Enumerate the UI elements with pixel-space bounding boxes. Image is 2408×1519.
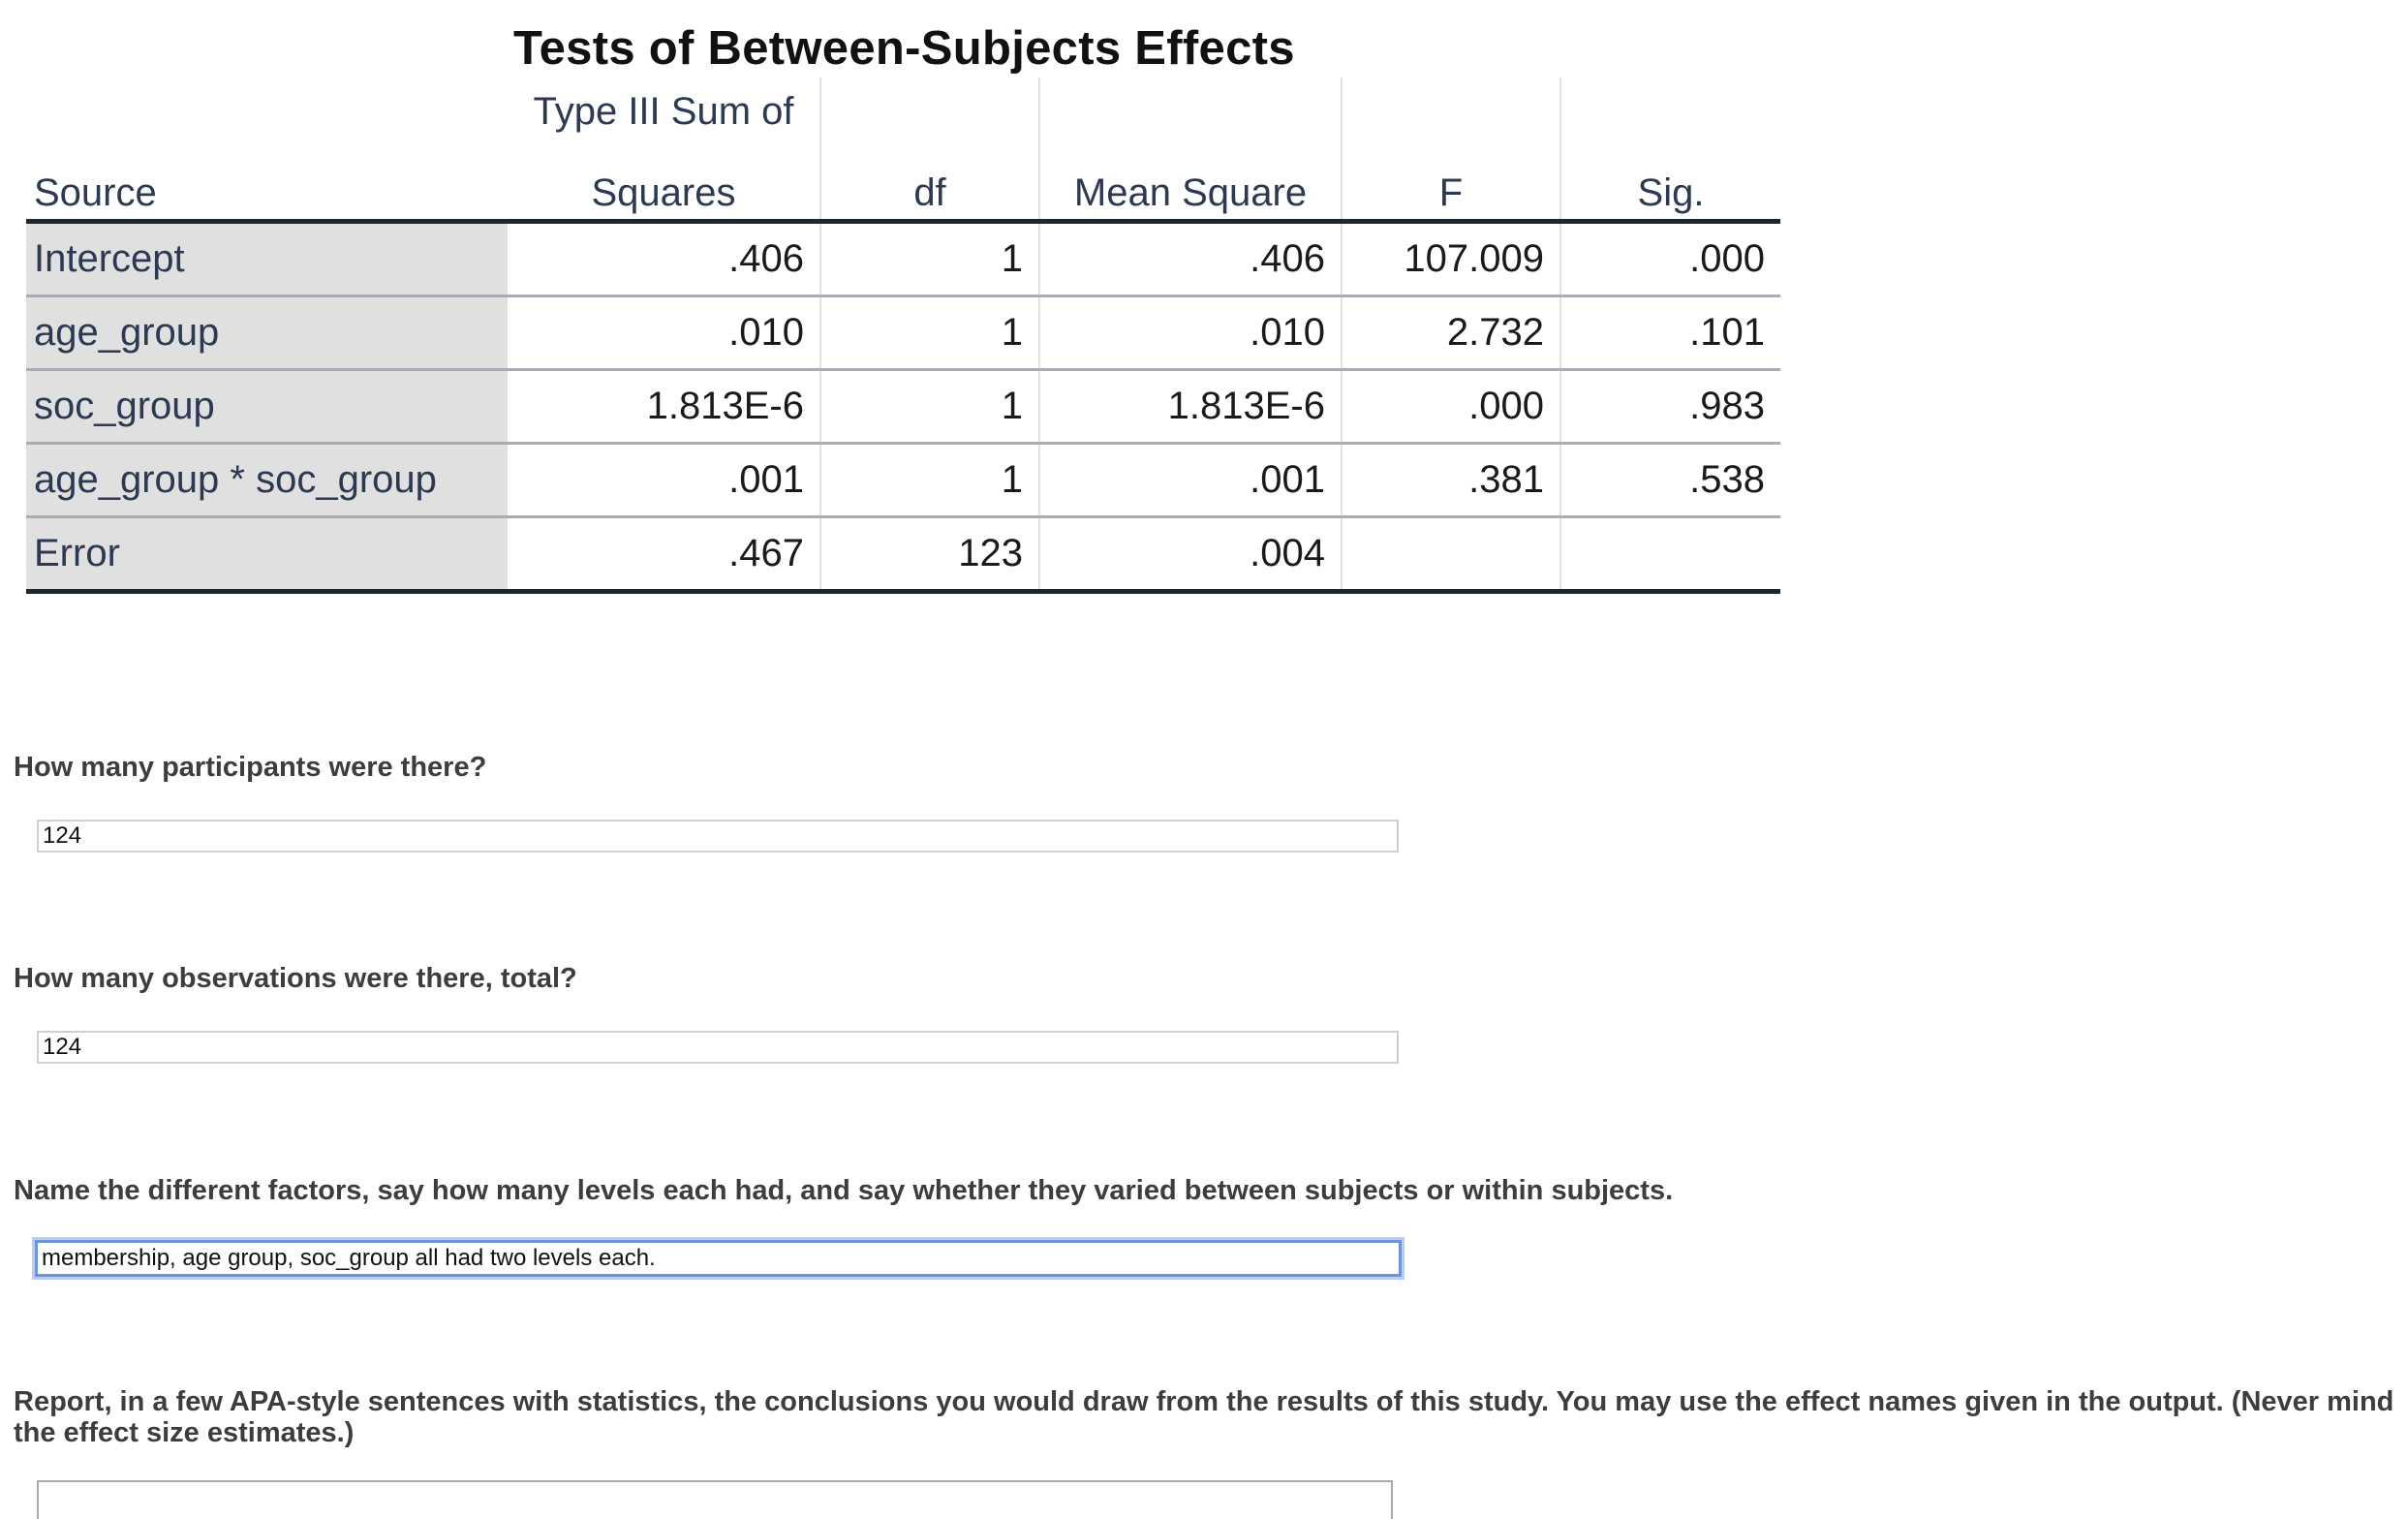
row-source: age_group	[26, 296, 508, 370]
cell-ss: .001	[508, 444, 820, 517]
table-header-row	[26, 78, 1780, 146]
row-source: Intercept	[26, 222, 508, 296]
table-row	[26, 444, 1780, 517]
cell-df: 1	[820, 222, 1039, 296]
cell-f: .381	[1342, 444, 1560, 517]
table-row	[26, 222, 1780, 296]
header-mean-square: Mean Square	[1039, 146, 1342, 222]
row-source: soc_group	[26, 370, 508, 444]
table-header-row	[26, 146, 1780, 222]
header-sig: Sig.	[1560, 146, 1780, 222]
cell-ms: .406	[1039, 222, 1342, 296]
cell-f: .000	[1342, 370, 1560, 444]
question-participants: How many participants were there?	[14, 752, 487, 783]
cell-ms: 1.813E-6	[1039, 370, 1342, 444]
cell-sig: .101	[1560, 296, 1780, 370]
table-row	[26, 296, 1780, 370]
question-observations: How many observations were there, total?	[14, 963, 577, 994]
cell-f: 2.732	[1342, 296, 1560, 370]
cell-ss: 1.813E-6	[508, 370, 820, 444]
cell-ss: .406	[508, 222, 820, 296]
cell-ss: .467	[508, 517, 820, 592]
cell-df: 123	[820, 517, 1039, 592]
cell-ms: .004	[1039, 517, 1342, 592]
cell-sig: .983	[1560, 370, 1780, 444]
answer-observations-input[interactable]	[37, 1031, 1399, 1064]
cell-ms: .001	[1039, 444, 1342, 517]
table-row	[26, 517, 1780, 592]
cell-ss: .010	[508, 296, 820, 370]
cell-df: 1	[820, 296, 1039, 370]
question-factors: Name the different factors, say how many levels each had, and say whether they varied between subjects or within subjects.	[14, 1175, 1674, 1206]
header-source: Source	[26, 146, 508, 222]
answer-apa-report-textarea[interactable]	[37, 1480, 1393, 1519]
cell-df: 1	[820, 444, 1039, 517]
cell-sig	[1560, 517, 1780, 592]
cell-f	[1342, 517, 1560, 592]
row-source: Error	[26, 517, 508, 592]
row-source: age_group * soc_group	[26, 444, 508, 517]
cell-sig: .538	[1560, 444, 1780, 517]
answer-participants-input[interactable]	[37, 820, 1399, 852]
table-row	[26, 370, 1780, 444]
header-ss-line1: Type III Sum of	[533, 90, 794, 133]
header-ss-line2: Squares	[508, 146, 820, 222]
cell-ms: .010	[1039, 296, 1342, 370]
question-apa-report: Report, in a few APA-style sentences with statistics, the conclusions you would draw from the results of this study. You may use the effect names given in the output. (Never mind the effect size estimates.)	[14, 1386, 2394, 1448]
answer-factors-input[interactable]	[35, 1240, 1402, 1277]
anova-table	[26, 78, 1780, 594]
cell-f: 107.009	[1342, 222, 1560, 296]
header-df: df	[820, 146, 1039, 222]
cell-sig: .000	[1560, 222, 1780, 296]
cell-df: 1	[820, 370, 1039, 444]
header-f: F	[1342, 146, 1560, 222]
table-title: Tests of Between-Subjects Effects	[513, 22, 1295, 75]
